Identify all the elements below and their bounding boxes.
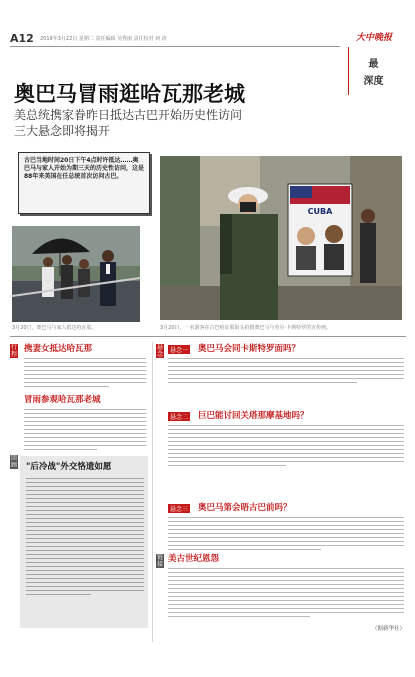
section-label-box: [348, 47, 398, 95]
photo-left-image: [12, 226, 140, 322]
suspense-2-title: 巨巴能讨回关塔那摩基地吗？: [198, 411, 309, 421]
left-section-2-title: 冒雨参观哈瓦那老城: [24, 395, 101, 405]
column-divider: [152, 342, 153, 642]
suspense-2-body: [168, 425, 404, 469]
right-label-suspense: 悬念: [156, 344, 163, 358]
lead-box: [18, 152, 150, 214]
photo-divider: [10, 336, 406, 337]
byline: （据新华社）: [372, 626, 406, 632]
left-section-3-body: [26, 478, 144, 598]
section-label-2: 深度: [363, 76, 384, 87]
left-label-itinerary: 行程: [10, 344, 17, 358]
poster-word: CUBA: [307, 207, 333, 216]
suspense-1-title: 奥巴马会同卡斯特罗面吗？: [198, 344, 301, 354]
logo: 大中晚报: [355, 33, 392, 43]
right-label-link: 链接: [156, 554, 163, 568]
link-section-body: [168, 568, 404, 620]
masthead-rule: [10, 46, 340, 47]
left-section-3-title: "后冷战"外交恪遗如愿: [26, 462, 112, 472]
left-label-review: 回顾: [10, 455, 17, 469]
left-section-1-title: 携妻女抵达哈瓦那: [24, 344, 93, 354]
headline-title: 奥巴马冒雨逛哈瓦那老城: [14, 82, 245, 106]
date-line: 2016年3月22日 星期二 责任编辑 吴秀丽 责任校对 何 涛: [40, 36, 167, 42]
suspense-1-tag: 悬念一: [170, 347, 189, 354]
link-section-title: 美古世纪恩怨: [168, 554, 220, 564]
photo-left: [12, 226, 140, 322]
headline-subtitle-2: 三大悬念即将揭开: [14, 124, 111, 138]
suspense-3-body: [168, 517, 404, 553]
photo-right: [160, 156, 402, 320]
photo-right-caption: 3月20日，一名游客在古巴哈瓦那街头拍摄奥巴马与劳尔·卡斯特罗的宣传画。: [160, 325, 332, 331]
left-section-2-body: [24, 409, 146, 453]
suspense-3-title: 奥巴马第会晤古巴前吗？: [198, 503, 292, 513]
lead-box-text: 古巴当地时间20日下午4点时许抵达……奥巴马与家人开始为期三天的历史性访问，这是88年来美国在任总统首次访问古巴。: [24, 157, 145, 180]
headline-subtitle-1: 美总统携家眷昨日抵达古巴开始历史性访问: [14, 108, 243, 122]
suspense-1-body: [168, 358, 404, 386]
left-section-1-body: [24, 358, 146, 390]
photo-right-image: [160, 156, 402, 320]
suspense-2-tag: 悬念二: [170, 414, 189, 421]
suspense-3-tag: 悬念三: [170, 506, 189, 513]
section-label-1: 最: [368, 59, 379, 70]
photo-left-caption: 3月20日，奥巴马与家人抵达哈瓦那。: [12, 325, 97, 331]
page-number: A12: [10, 32, 34, 45]
